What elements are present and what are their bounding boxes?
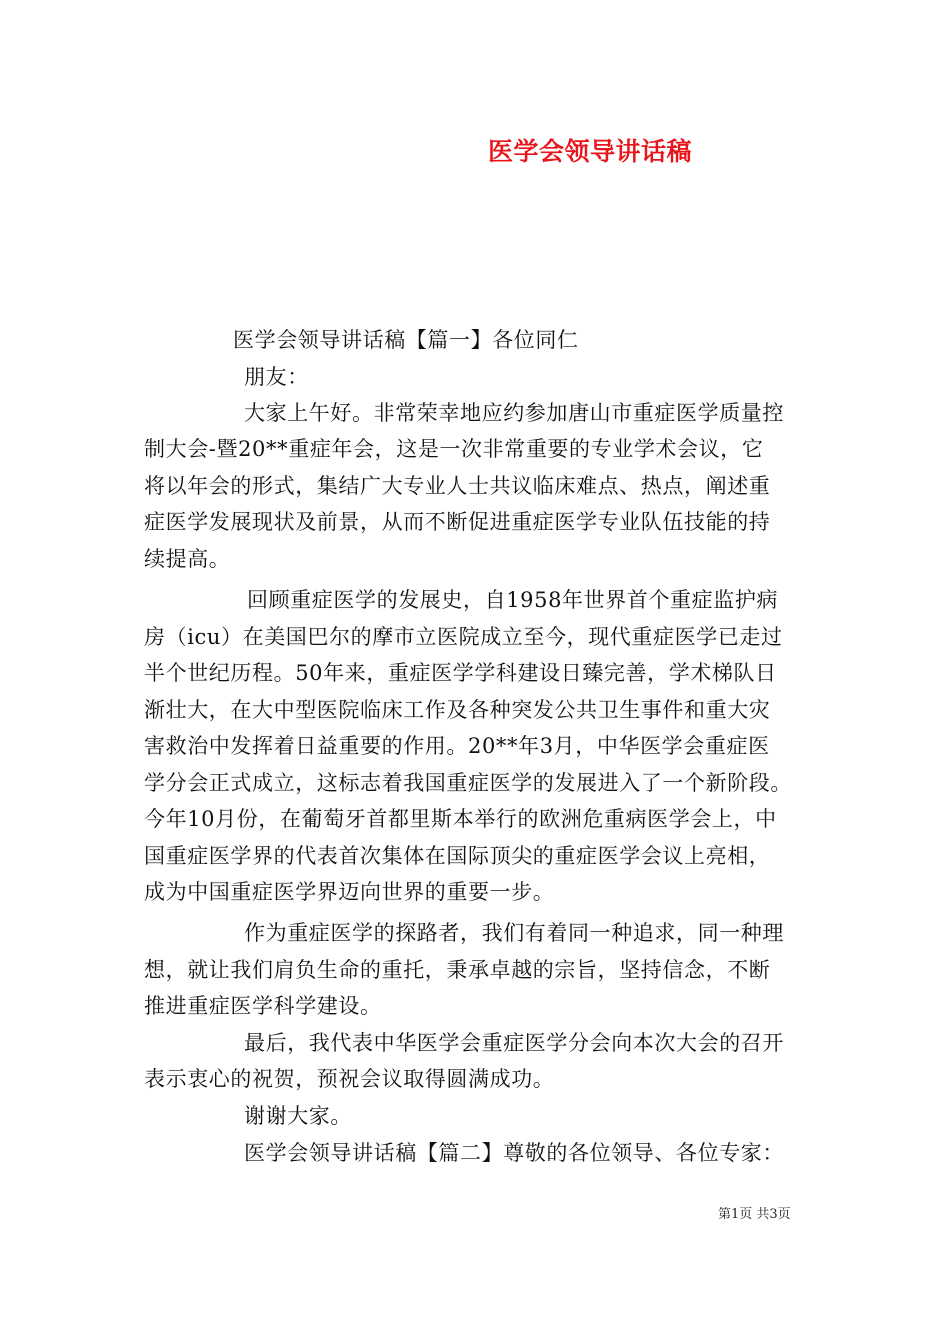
document-title: 医学会领导讲话稿 <box>488 137 693 166</box>
body-line: 成为中国重症医学界迈向世界的重要一步。 <box>144 880 555 904</box>
body-line: 国重症医学界的代表首次集体在国际顶尖的重症医学会议上亮相， <box>144 844 771 868</box>
body-line: 学分会正式成立，这标志着我国重症医学的发展进入了一个新阶段。 <box>144 771 792 795</box>
body-line: 半个世纪历程。50年来，重症医学学科建设日臻完善，学术梯队日 <box>144 661 777 685</box>
body-line: 回顾重症医学的发展史，自1958年世界首个重症监护病 <box>247 588 779 612</box>
body-line: 今年10月份，在葡萄牙首都里斯本举行的欧洲危重病医学会上，中 <box>144 807 777 831</box>
body-line: 表示衷心的祝贺，预祝会议取得圆满成功。 <box>144 1067 555 1091</box>
body-line: 害救治中发挥着日益重要的作用。20**年3月，中华医学会重症医 <box>144 734 770 758</box>
body-line: 房（icu）在美国巴尔的摩市立医院成立至今，现代重症医学已走过 <box>144 625 783 649</box>
body-line: 将以年会的形式，集结广大专业人士共议临床难点、热点，阐述重 <box>144 474 771 498</box>
body-line: 最后，我代表中华医学会重症医学分会向本次大会的召开 <box>244 1031 784 1055</box>
body-line: 朋友： <box>244 365 309 389</box>
body-line: 推进重症医学科学建设。 <box>144 994 382 1018</box>
body-line: 谢谢大家。 <box>244 1104 352 1128</box>
body-line: 大家上午好。非常荣幸地应约参加唐山市重症医学质量控 <box>244 401 784 425</box>
body-line: 作为重症医学的探路者，我们有着同一种追求，同一种理 <box>244 921 784 945</box>
body-line: 症医学发展现状及前景，从而不断促进重症医学专业队伍技能的持 <box>144 510 771 534</box>
body-line: 想，就让我们肩负生命的重托，秉承卓越的宗旨，坚持信念，不断 <box>144 958 771 982</box>
body-line: 续提高。 <box>144 547 231 571</box>
body-line: 渐壮大，在大中型医院临床工作及各种突发公共卫生事件和重大灾 <box>144 698 771 722</box>
body-line: 医学会领导讲话稿【篇一】各位同仁 <box>233 328 579 352</box>
body-line: 制大会-暨20**重症年会，这是一次非常重要的专业学术会议，它 <box>144 437 764 461</box>
body-line: 医学会领导讲话稿【篇二】尊敬的各位领导、各位专家： <box>244 1141 784 1165</box>
page-number: 第1页 共3页 <box>718 1207 791 1222</box>
